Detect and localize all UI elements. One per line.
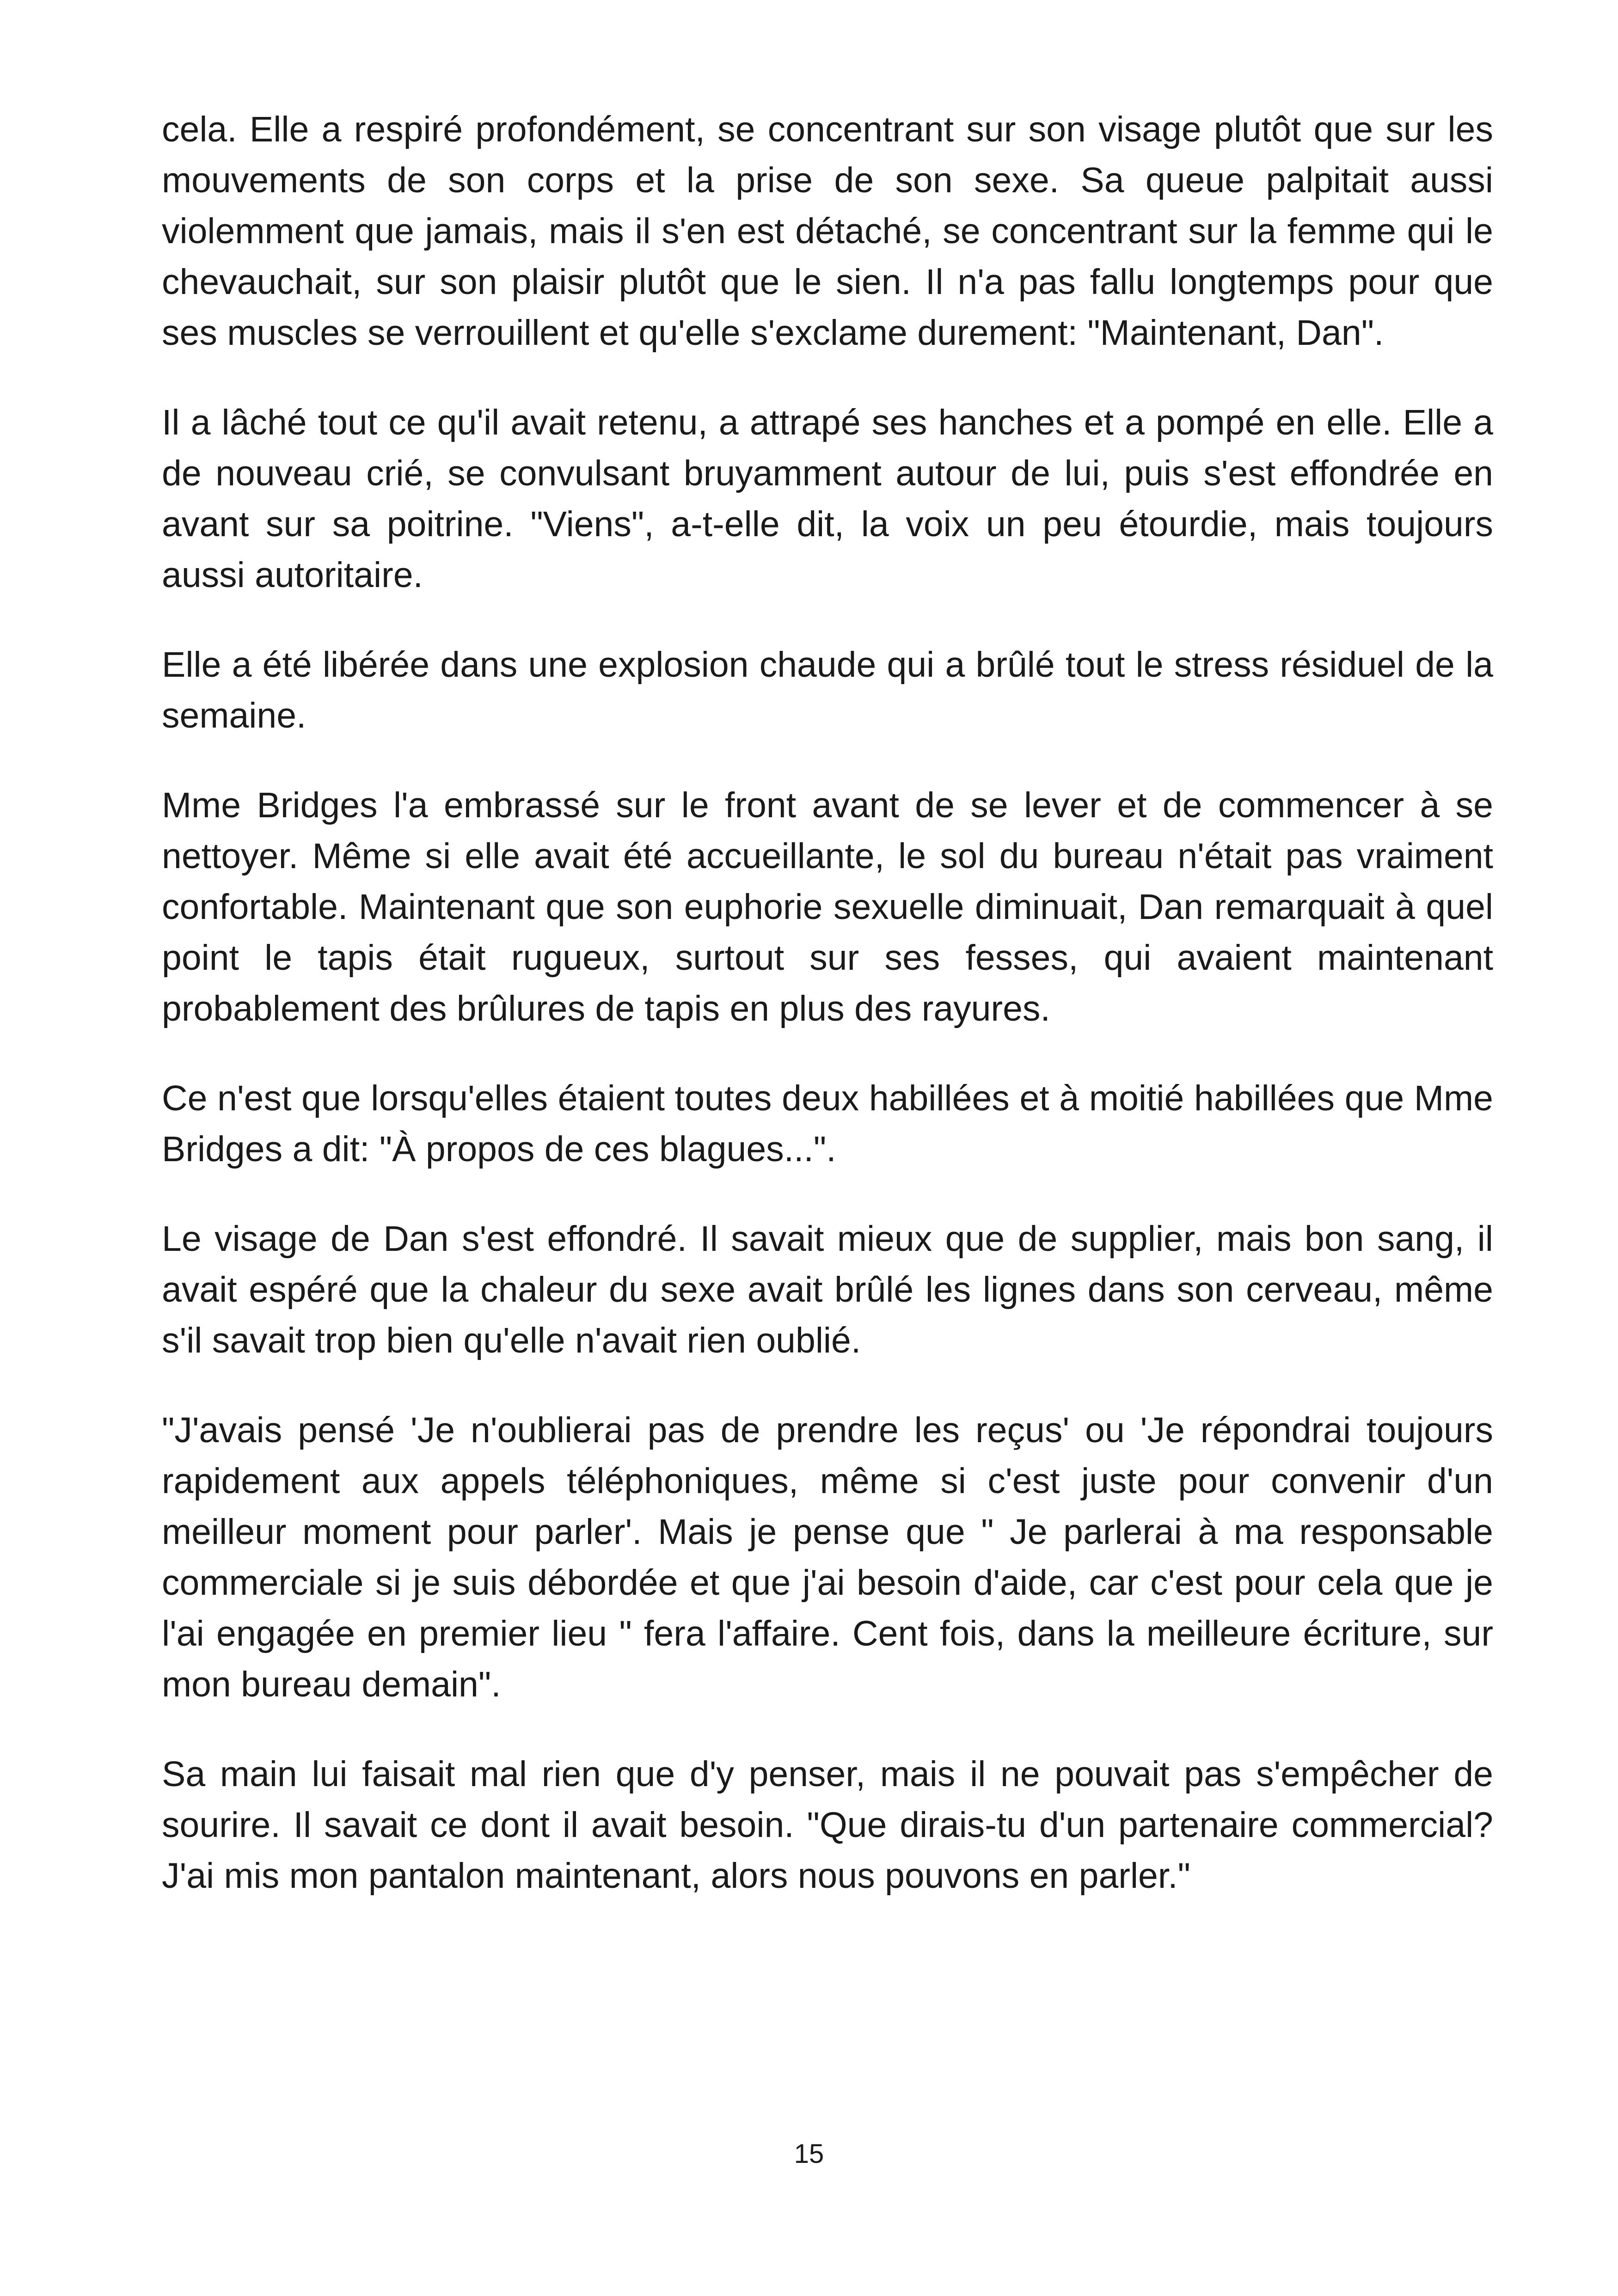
- paragraph-8: Sa main lui faisait mal rien que d'y penser, mais il ne pouvait pas s'empêcher de sourire. Il savait ce dont il avait besoin. "Que dirais-tu d'un partenaire commercial? J'ai mis mon pantalon maintenant, alors nous pouvons en parler.": [162, 1754, 1493, 1896]
- paragraph-1: cela. Elle a respiré profondément, se concentrant sur son visage plutôt que sur les mouvements de son corps et la prise de son sexe. Sa queue palpitait aussi violemment que jamais, mais il s'en est détaché, se concentrant sur la femme qui le chevauchait, sur son plaisir plutôt que le sien. Il n'a pas fallu longtemps pour que ses muscles se verrouillent et qu'elle s'exclame durement: "Maintenant, Dan".: [162, 110, 1493, 353]
- paragraph-3: Elle a été libérée dans une explosion chaude qui a brûlé tout le stress résiduel de la semaine.: [162, 645, 1493, 735]
- paragraph-5: Ce n'est que lorsqu'elles étaient toutes deux habillées et à moitié habillées que Mme Bridges a dit: "À propos de ces blagues...".: [162, 1078, 1493, 1169]
- paragraph-4: Mme Bridges l'a embrassé sur le front avant de se lever et de commencer à se nettoyer. Même si elle avait été accueillante, le sol du bureau n'était pas vraiment confortable. Maintenant que son euphorie sexuelle diminuait, Dan remarquait à quel point le tapis était rugueux, surtout sur ses fesses, qui avaient maintenant probablement des brûlures de tapis en plus des rayures.: [162, 785, 1493, 1029]
- paragraph-6: Le visage de Dan s'est effondré. Il savait mieux que de supplier, mais bon sang, il avait espéré que la chaleur du sexe avait brûlé les lignes dans son cerveau, même s'il savait trop bien qu'elle n'avait rien oublié.: [162, 1219, 1493, 1360]
- page-number: 15: [794, 2139, 824, 2169]
- paragraph-7: "J'avais pensé 'Je n'oublierai pas de prendre les reçus' ou 'Je répondrai toujours rapidement aux appels téléphoniques, même si c'est juste pour convenir d'un meilleur moment pour parler'. Mais je pense que " Je parlerai à ma responsable commerciale si je suis débordée et que j'ai besoin d'aide, car c'est pour cela que je l'ai engagée en premier lieu " fera l'affaire. Cent fois, dans la meilleure écriture, sur mon bureau demain".: [162, 1410, 1493, 1704]
- body-text: [162, 104, 1493, 1901]
- paragraph-2: Il a lâché tout ce qu'il avait retenu, a attrapé ses hanches et a pompé en elle. Elle a de nouveau crié, se convulsant bruyamment autour de lui, puis s'est effondrée en avant sur sa poitrine. "Viens", a-t-elle dit, la voix un peu étourdie, mais toujours aussi autoritaire.: [162, 403, 1493, 595]
